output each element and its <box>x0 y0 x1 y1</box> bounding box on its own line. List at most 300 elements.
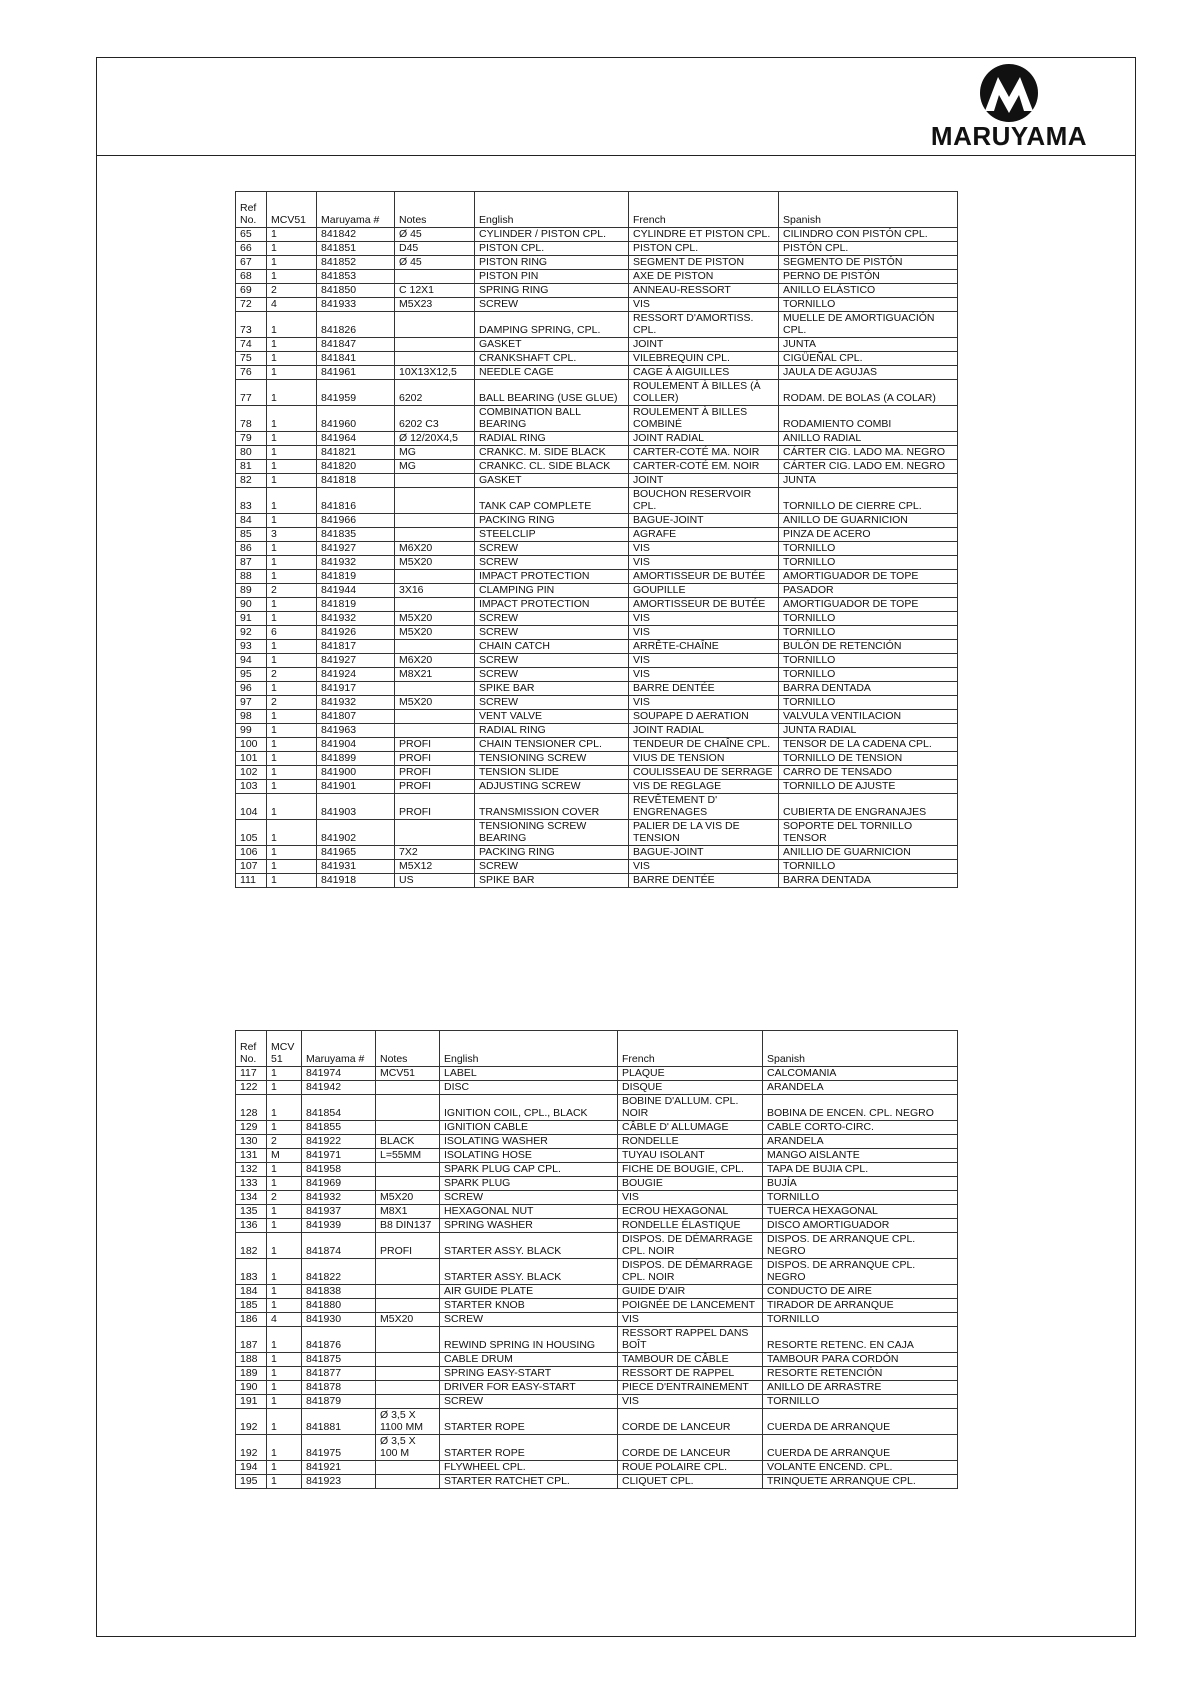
table-row <box>236 228 958 242</box>
column-header: Ref No. <box>236 1031 267 1067</box>
table-cell: BOUCHON RESERVOIR CPL. <box>629 488 779 514</box>
table-cell: SCREW <box>475 696 629 710</box>
table-row <box>236 710 958 724</box>
table-cell: 67 <box>236 256 267 270</box>
table-cell: 192 <box>236 1409 267 1435</box>
table-cell: M5X20 <box>395 696 475 710</box>
table-row <box>236 298 958 312</box>
table-cell: M <box>267 1149 302 1163</box>
table-cell: RODAMIENTO COMBI <box>779 406 958 432</box>
table-cell: CHAIN TENSIONER CPL. <box>475 738 629 752</box>
table-cell <box>395 338 475 352</box>
table-cell: 841961 <box>317 366 395 380</box>
table-row <box>236 820 958 846</box>
table-cell: 1 <box>267 1367 302 1381</box>
table-cell: 1 <box>267 406 317 432</box>
table-row <box>236 1149 958 1163</box>
table-cell: CALCOMANIA <box>763 1067 958 1081</box>
table-cell: 98 <box>236 710 267 724</box>
table-cell: IGNITION CABLE <box>440 1121 618 1135</box>
table-cell: 2 <box>267 1191 302 1205</box>
table-cell: 841930 <box>302 1313 376 1327</box>
table-cell: CYLINDRE ET PISTON CPL. <box>629 228 779 242</box>
table-cell: 1 <box>267 612 317 626</box>
table-cell: US <box>395 874 475 888</box>
table-cell: 1 <box>267 1395 302 1409</box>
table-cell: 841841 <box>317 352 395 366</box>
column-header: Ref No. <box>236 192 267 228</box>
table-cell: SPIKE BAR <box>475 682 629 696</box>
table-row <box>236 1367 958 1381</box>
table-cell: 2 <box>267 1135 302 1149</box>
table-cell: 841932 <box>317 612 395 626</box>
table-cell: TORNILLO <box>779 626 958 640</box>
table-cell: Ø 3,5 X 1100 MM <box>376 1409 440 1435</box>
table-cell: CARRO DE TENSADO <box>779 766 958 780</box>
column-header: Maruyama # <box>302 1031 376 1067</box>
table-row <box>236 682 958 696</box>
table-cell: CUBIERTA DE ENGRANAJES <box>779 794 958 820</box>
table-cell: 841917 <box>317 682 395 696</box>
table-cell: CRANKC. CL. SIDE BLACK <box>475 460 629 474</box>
table-cell: 841932 <box>317 556 395 570</box>
table-cell: 841820 <box>317 460 395 474</box>
table-cell: TAMBOUR DE CÂBLE <box>618 1353 763 1367</box>
table-cell: JAULA DE AGUJAS <box>779 366 958 380</box>
table-cell: 78 <box>236 406 267 432</box>
table-cell: 130 <box>236 1135 267 1149</box>
table-cell: PROFI <box>395 752 475 766</box>
table-cell <box>395 488 475 514</box>
table-cell: M5X20 <box>395 626 475 640</box>
table-cell: 841847 <box>317 338 395 352</box>
table-cell: 841826 <box>317 312 395 338</box>
table-cell: 77 <box>236 380 267 406</box>
table-cell: 841819 <box>317 570 395 584</box>
table-cell: 128 <box>236 1095 267 1121</box>
table-cell: 1 <box>267 1299 302 1313</box>
table-cell: TUERCA HEXAGONAL <box>763 1205 958 1219</box>
table-body <box>236 228 958 888</box>
table-cell <box>376 1395 440 1409</box>
table-cell: 104 <box>236 794 267 820</box>
table-cell: SPRING EASY-START <box>440 1367 618 1381</box>
table-cell: 841969 <box>302 1177 376 1191</box>
maruyama-m-logo-icon <box>976 63 1042 123</box>
table-cell: STEELCLIP <box>475 528 629 542</box>
table-cell: AMORTISSEUR DE BUTÉE <box>629 570 779 584</box>
table-cell: VENT VALVE <box>475 710 629 724</box>
table-cell: MANGO AISLANTE <box>763 1149 958 1163</box>
column-header: Notes <box>376 1031 440 1067</box>
table-cell <box>376 1475 440 1489</box>
table-cell: M8X1 <box>376 1205 440 1219</box>
table-row <box>236 406 958 432</box>
table-cell: SPRING RING <box>475 284 629 298</box>
table-cell: 1 <box>267 432 317 446</box>
table-cell: 107 <box>236 860 267 874</box>
column-header: MCV51 <box>267 192 317 228</box>
table-cell: 97 <box>236 696 267 710</box>
table-cell: TORNILLO <box>763 1395 958 1409</box>
table-cell: Ø 45 <box>395 228 475 242</box>
table-cell: 841965 <box>317 846 395 860</box>
table-cell: AMORTIGUADOR DE TOPE <box>779 598 958 612</box>
table-cell: BALL BEARING (USE GLUE) <box>475 380 629 406</box>
table-cell: 81 <box>236 460 267 474</box>
table-cell: TORNILLO DE TENSION <box>779 752 958 766</box>
table-cell: SOUPAPE D AERATION <box>629 710 779 724</box>
table-cell: 841876 <box>302 1327 376 1353</box>
table-cell: RESORTE RETENCIÓN <box>763 1367 958 1381</box>
table-cell <box>395 710 475 724</box>
table-cell: STARTER ROPE <box>440 1409 618 1435</box>
table-cell: ROUE POLAIRE CPL. <box>618 1461 763 1475</box>
table-row <box>236 1285 958 1299</box>
table-cell: 99 <box>236 724 267 738</box>
table-cell: 841822 <box>302 1259 376 1285</box>
table-cell: 102 <box>236 766 267 780</box>
table-cell: GASKET <box>475 338 629 352</box>
table-cell <box>376 1299 440 1313</box>
table-cell: 6202 <box>395 380 475 406</box>
table-cell: JUNTA RADIAL <box>779 724 958 738</box>
table-cell: 2 <box>267 584 317 598</box>
table-cell: 117 <box>236 1067 267 1081</box>
table-row <box>236 528 958 542</box>
table-cell: 89 <box>236 584 267 598</box>
table-cell: DISC <box>440 1081 618 1095</box>
table-cell: MCV51 <box>376 1067 440 1081</box>
table-cell: 841855 <box>302 1121 376 1135</box>
column-header: English <box>440 1031 618 1067</box>
table-cell: 95 <box>236 668 267 682</box>
table-cell: 1 <box>267 270 317 284</box>
table-cell: BOBINE D'ALLUM. CPL. NOIR <box>618 1095 763 1121</box>
table-cell: VIS <box>629 542 779 556</box>
table-cell: STARTER ROPE <box>440 1435 618 1461</box>
table-row <box>236 1121 958 1135</box>
table-cell: 185 <box>236 1299 267 1313</box>
table-cell: ANILLO RADIAL <box>779 432 958 446</box>
table-cell: TANK CAP COMPLETE <box>475 488 629 514</box>
table-cell: ARANDELA <box>763 1081 958 1095</box>
table-cell: SCREW <box>475 860 629 874</box>
table-cell: BARRA DENTADA <box>779 874 958 888</box>
table-cell: 105 <box>236 820 267 846</box>
table-cell: SOPORTE DEL TORNILLO TENSOR <box>779 820 958 846</box>
table-cell <box>395 474 475 488</box>
table-cell <box>395 312 475 338</box>
table-cell: 841932 <box>317 696 395 710</box>
table-cell: RESSORT D'AMORTISS. CPL. <box>629 312 779 338</box>
table-cell: 841818 <box>317 474 395 488</box>
table-cell: VIS DE REGLAGE <box>629 780 779 794</box>
table-cell: 841921 <box>302 1461 376 1475</box>
table-cell: ANILLO ELÁSTICO <box>779 284 958 298</box>
table-cell: SPARK PLUG CAP CPL. <box>440 1163 618 1177</box>
table-cell: 91 <box>236 612 267 626</box>
table-cell: DRIVER FOR EASY-START <box>440 1381 618 1395</box>
table-cell: 1 <box>267 256 317 270</box>
table-cell: 88 <box>236 570 267 584</box>
table-row <box>236 1353 958 1367</box>
table-cell: VIS <box>618 1313 763 1327</box>
table-cell: PIECE D'ENTRAINEMENT <box>618 1381 763 1395</box>
table-cell: 1 <box>267 820 317 846</box>
table-cell: DISPOS. DE DÉMARRAGE CPL. NOIR <box>618 1233 763 1259</box>
table-cell: B8 DIN137 <box>376 1219 440 1233</box>
table-cell: 841958 <box>302 1163 376 1177</box>
table-cell: 841881 <box>302 1409 376 1435</box>
table-cell: VIUS DE TENSION <box>629 752 779 766</box>
table-cell: AMORTISSEUR DE BUTÉE <box>629 598 779 612</box>
table-cell <box>395 820 475 846</box>
table-row <box>236 488 958 514</box>
table-cell: BOUGIE <box>618 1177 763 1191</box>
table-cell: 182 <box>236 1233 267 1259</box>
table-cell: 76 <box>236 366 267 380</box>
table-cell: 74 <box>236 338 267 352</box>
table-cell: BARRE DENTÉE <box>629 874 779 888</box>
table-cell <box>395 640 475 654</box>
table-cell: AXE DE PISTON <box>629 270 779 284</box>
table-cell: PROFI <box>395 738 475 752</box>
table-cell: SEGMENTO DE PISTÓN <box>779 256 958 270</box>
table-cell: DISQUE <box>618 1081 763 1095</box>
table-cell <box>376 1095 440 1121</box>
table-row <box>236 846 958 860</box>
table-cell: SCREW <box>475 654 629 668</box>
table-cell: 841933 <box>317 298 395 312</box>
table-cell: 1 <box>267 738 317 752</box>
table-cell: VIS <box>629 654 779 668</box>
table-cell: MG <box>395 446 475 460</box>
table-row <box>236 1219 958 1233</box>
table-cell: TORNILLO <box>779 860 958 874</box>
table-cell: SPRING WASHER <box>440 1219 618 1233</box>
table-cell: 841901 <box>317 780 395 794</box>
table-cell: 1 <box>267 654 317 668</box>
table-row <box>236 270 958 284</box>
table-row <box>236 640 958 654</box>
table-cell: L=55MM <box>376 1149 440 1163</box>
table-row <box>236 1475 958 1489</box>
table-cell: 2 <box>267 696 317 710</box>
table-cell: SPARK PLUG <box>440 1177 618 1191</box>
table-cell: 1 <box>267 570 317 584</box>
table-cell <box>395 528 475 542</box>
table-cell: 841927 <box>317 654 395 668</box>
table-cell: 83 <box>236 488 267 514</box>
table-cell: 1 <box>267 1219 302 1233</box>
table-cell: REVÊTEMENT D' ENGRENAGES <box>629 794 779 820</box>
table-cell: RESORTE RETENC. EN CAJA <box>763 1327 958 1353</box>
table-cell: 841971 <box>302 1149 376 1163</box>
column-header: Maruyama # <box>317 192 395 228</box>
table-cell: 85 <box>236 528 267 542</box>
table-cell: 841937 <box>302 1205 376 1219</box>
table-cell: IMPACT PROTECTION <box>475 598 629 612</box>
table-cell <box>395 682 475 696</box>
table-cell: 1 <box>267 366 317 380</box>
table-cell: 1 <box>267 1285 302 1299</box>
table-cell: AIR GUIDE PLATE <box>440 1285 618 1299</box>
table-cell: GOUPILLE <box>629 584 779 598</box>
table-cell: 188 <box>236 1353 267 1367</box>
table-cell: CRANKC. M. SIDE BLACK <box>475 446 629 460</box>
table-row <box>236 874 958 888</box>
table-cell: 841923 <box>302 1475 376 1489</box>
table-cell: ANILLIO DE GUARNICION <box>779 846 958 860</box>
table-cell: 101 <box>236 752 267 766</box>
table-cell: 3 <box>267 528 317 542</box>
table-row <box>236 1299 958 1313</box>
table-cell <box>376 1367 440 1381</box>
table-row <box>236 1435 958 1461</box>
table-cell: ISOLATING WASHER <box>440 1135 618 1149</box>
table-cell: PLAQUE <box>618 1067 763 1081</box>
table-cell: 1 <box>267 1409 302 1435</box>
table-cell: SCREW <box>475 668 629 682</box>
table-cell: 92 <box>236 626 267 640</box>
table-cell: Ø 3,5 X 100 M <box>376 1435 440 1461</box>
table-cell: SCREW <box>440 1191 618 1205</box>
table-cell <box>395 598 475 612</box>
table-cell: GASKET <box>475 474 629 488</box>
table-cell: ISOLATING HOSE <box>440 1149 618 1163</box>
table-cell: Ø 45 <box>395 256 475 270</box>
table-cell: HEXAGONAL NUT <box>440 1205 618 1219</box>
table-cell <box>376 1353 440 1367</box>
table-cell: ROULEMENT À BILLES COMBINÉ <box>629 406 779 432</box>
table-cell: 1 <box>267 1353 302 1367</box>
table-cell <box>376 1285 440 1299</box>
table-cell: 79 <box>236 432 267 446</box>
table-cell: BARRE DENTÉE <box>629 682 779 696</box>
table-cell: TORNILLO <box>779 668 958 682</box>
table-cell: 103 <box>236 780 267 794</box>
table-cell: TAMBOUR PARA CORDÓN <box>763 1353 958 1367</box>
table-cell <box>395 270 475 284</box>
table-cell: 134 <box>236 1191 267 1205</box>
table-body <box>236 1067 958 1489</box>
table-cell: 1 <box>267 1067 302 1081</box>
table-cell: 184 <box>236 1285 267 1299</box>
table-cell: 93 <box>236 640 267 654</box>
table-row <box>236 1067 958 1081</box>
table-row <box>236 1381 958 1395</box>
table-cell: 1 <box>267 682 317 696</box>
table-cell: COULISSEAU DE SERRAGE <box>629 766 779 780</box>
table-cell: SPIKE BAR <box>475 874 629 888</box>
table-cell: ARANDELA <box>763 1135 958 1149</box>
table-cell: 1 <box>267 1177 302 1191</box>
table-cell: 841966 <box>317 514 395 528</box>
table-cell: M5X20 <box>395 556 475 570</box>
table-cell: 122 <box>236 1081 267 1095</box>
table-cell: 841926 <box>317 626 395 640</box>
table-cell: 1 <box>267 488 317 514</box>
parts-table-2 <box>235 1030 958 1489</box>
table-row <box>236 696 958 710</box>
table-cell: 1 <box>267 780 317 794</box>
table-cell: RONDELLE ÉLASTIQUE <box>618 1219 763 1233</box>
table-cell: TUYAU ISOLANT <box>618 1149 763 1163</box>
table-cell: 1 <box>267 474 317 488</box>
table-cell: 1 <box>267 752 317 766</box>
table-cell: FICHE DE BOUGIE, CPL. <box>618 1163 763 1177</box>
table-cell: STARTER ASSY. BLACK <box>440 1259 618 1285</box>
table-cell: 69 <box>236 284 267 298</box>
table-cell: AGRAFE <box>629 528 779 542</box>
table-cell: 841874 <box>302 1233 376 1259</box>
table-cell: TENSIONING SCREW <box>475 752 629 766</box>
table-cell: CARTER-COTÉ EM. NOIR <box>629 460 779 474</box>
table-row <box>236 1395 958 1409</box>
table-cell: DAMPING SPRING, CPL. <box>475 312 629 338</box>
table-row <box>236 860 958 874</box>
table-cell: 841817 <box>317 640 395 654</box>
header-band <box>97 58 1135 156</box>
table-cell: 194 <box>236 1461 267 1475</box>
table-cell: 189 <box>236 1367 267 1381</box>
column-header: Spanish <box>763 1031 958 1067</box>
table-cell: 841944 <box>317 584 395 598</box>
table-cell: IMPACT PROTECTION <box>475 570 629 584</box>
column-header: English <box>475 192 629 228</box>
table-cell: 841819 <box>317 598 395 612</box>
table-row <box>236 752 958 766</box>
table-cell: COMBINATION BALL BEARING <box>475 406 629 432</box>
table-row <box>236 460 958 474</box>
table-cell: 841879 <box>302 1395 376 1409</box>
table-cell: VILEBREQUIN CPL. <box>629 352 779 366</box>
table-cell: 841878 <box>302 1381 376 1395</box>
table-cell: TORNILLO DE AJUSTE <box>779 780 958 794</box>
table-cell: PISTON RING <box>475 256 629 270</box>
table-cell: TORNILLO <box>779 556 958 570</box>
table-cell: BAGUE-JOINT <box>629 514 779 528</box>
table-cell: JOINT RADIAL <box>629 432 779 446</box>
table-cell: 66 <box>236 242 267 256</box>
table-cell: 1 <box>267 228 317 242</box>
table-cell: TORNILLO <box>779 298 958 312</box>
table-cell: TORNILLO <box>763 1313 958 1327</box>
table-cell: TORNILLO DE CIERRE CPL. <box>779 488 958 514</box>
table-cell: 3X16 <box>395 584 475 598</box>
table-cell: D45 <box>395 242 475 256</box>
table-cell: PINZA DE ACERO <box>779 528 958 542</box>
table-cell: BUJÍA <box>763 1177 958 1191</box>
table-cell: 841942 <box>302 1081 376 1095</box>
table-cell: 1 <box>267 1233 302 1259</box>
table-cell: 1 <box>267 1381 302 1395</box>
table-cell: 190 <box>236 1381 267 1395</box>
table-cell: 1 <box>267 1205 302 1219</box>
table-cell: M6X20 <box>395 542 475 556</box>
table-cell: 1 <box>267 312 317 338</box>
table-header-row <box>236 192 958 228</box>
column-header: French <box>618 1031 763 1067</box>
table-cell: 1 <box>267 460 317 474</box>
column-header: Spanish <box>779 192 958 228</box>
column-header: French <box>629 192 779 228</box>
table-cell: FLYWHEEL CPL. <box>440 1461 618 1475</box>
table-cell: VIS <box>629 298 779 312</box>
table-cell: 132 <box>236 1163 267 1177</box>
table-cell: VIS <box>629 860 779 874</box>
